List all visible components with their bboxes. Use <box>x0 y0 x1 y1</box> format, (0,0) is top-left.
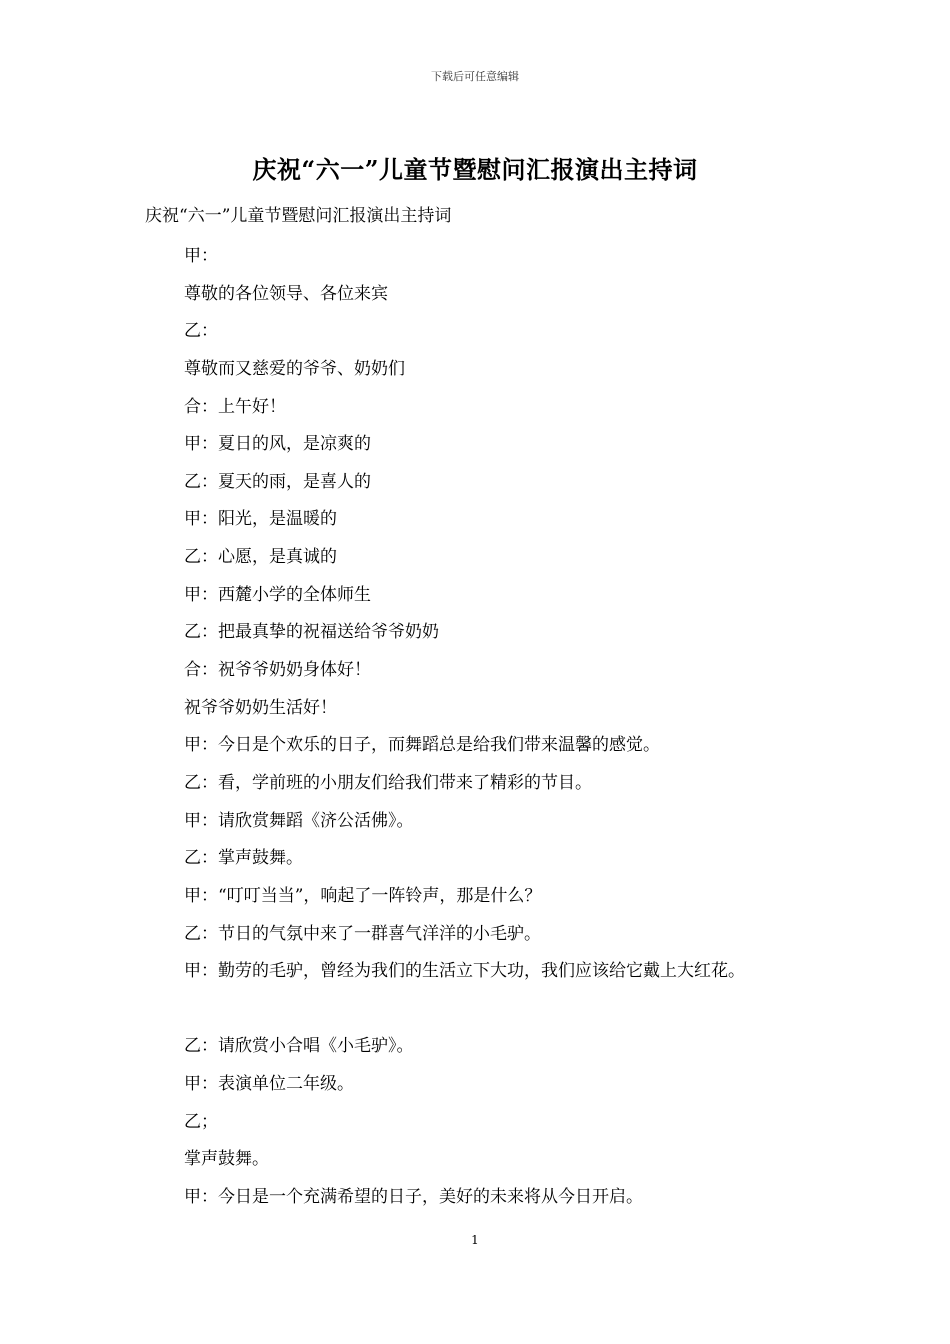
script-line: 乙：掌声鼓舞。 <box>184 848 303 869</box>
script-line: 甲： <box>184 246 218 266</box>
script-line: 甲：今日是个欢乐的日子，而舞蹈总是给我们带来温馨的感觉。 <box>184 735 660 756</box>
script-line: 甲：今日是一个充满希望的日子，美好的未来将从今日开启。 <box>184 1187 643 1208</box>
script-line: 尊敬而又慈爱的爷爷、奶奶们 <box>184 358 405 379</box>
script-line: 甲：阳光，是温暖的 <box>184 509 337 530</box>
script-line: 乙：节日的气氛中来了一群喜气洋洋的小毛驴。 <box>184 923 541 944</box>
script-line: 乙：请欣赏小合唱《小毛驴》。 <box>184 1036 414 1057</box>
document-title: 庆祝“六一”儿童节暨慰问汇报演出主持词 <box>252 155 698 184</box>
document-subtitle: 庆祝“六一”儿童节暨慰问汇报演出主持词 <box>145 206 452 226</box>
script-line: 祝爷爷奶奶生活好！ <box>184 697 337 718</box>
script-line: 乙； <box>184 1111 218 1132</box>
script-line: 甲：西麓小学的全体师生 <box>184 584 371 605</box>
script-line: 乙：看，学前班的小朋友们给我们带来了精彩的节目。 <box>184 772 592 793</box>
script-line: 合：上午好！ <box>184 396 286 417</box>
blank-line <box>184 991 884 1029</box>
script-line: 甲：勤劳的毛驴，曾经为我们的生活立下大功，我们应该给它戴上大红花。 <box>184 961 745 982</box>
script-line: 甲：表演单位二年级。 <box>184 1074 354 1095</box>
page-number: 1 <box>471 1233 479 1247</box>
script-line: 乙：心愿，是真诚的 <box>184 547 337 568</box>
script-line: 甲：请欣赏舞蹈《济公活佛》。 <box>184 810 414 831</box>
script-line: 甲：夏日的风，是凉爽的 <box>184 434 371 455</box>
script-line: 合：祝爷爷奶奶身体好！ <box>184 660 371 681</box>
script-line: 掌声鼓舞。 <box>184 1149 269 1170</box>
script-line: 甲：“叮叮当当”，响起了一阵铃声，那是什么？ <box>184 885 542 906</box>
script-line: 乙： <box>184 321 218 342</box>
script-lines <box>184 238 884 1217</box>
script-line: 尊敬的各位领导、各位来宾 <box>184 283 388 304</box>
script-line: 乙：把最真挚的祝福送给爷爷奶奶 <box>184 622 439 643</box>
script-line: 乙：夏天的雨，是喜人的 <box>184 471 371 492</box>
header-note: 下载后可任意编辑 <box>431 70 519 83</box>
